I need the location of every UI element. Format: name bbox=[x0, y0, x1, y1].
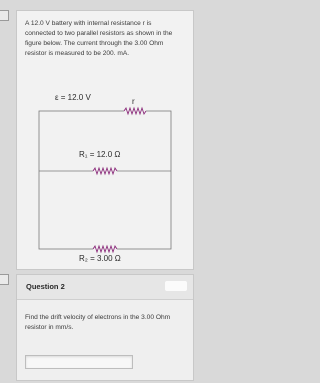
question-flag-icon[interactable] bbox=[0, 10, 9, 21]
question-2-text: Find the drift velocity of electrons in the 3.00 Ohm resistor in mm/s. bbox=[25, 314, 171, 331]
resistor-r-symbol bbox=[124, 108, 146, 114]
points-badge bbox=[165, 281, 187, 291]
question-2-card bbox=[16, 274, 194, 381]
question-1-card bbox=[16, 10, 194, 270]
question-2-header bbox=[17, 275, 193, 300]
circuit-figure bbox=[17, 11, 193, 269]
emf-label: ε = 12.0 V bbox=[55, 93, 91, 102]
question-1-text: A 12.0 V battery with internal resistance r is connected to two parallel resistors as shown in the figure below. The current through the 3.00 Ohm resistor is measured to be 200. mA. bbox=[25, 20, 173, 57]
r1-label: R₁ = 12.0 Ω bbox=[79, 150, 121, 159]
answer-input[interactable] bbox=[25, 355, 133, 369]
circuit-outer-wire bbox=[39, 111, 171, 249]
r2-label: R₂ = 3.00 Ω bbox=[79, 254, 121, 263]
question-flag-icon[interactable] bbox=[0, 274, 9, 285]
r-label: r bbox=[132, 97, 135, 106]
question-2-title: Question 2 bbox=[26, 282, 65, 291]
